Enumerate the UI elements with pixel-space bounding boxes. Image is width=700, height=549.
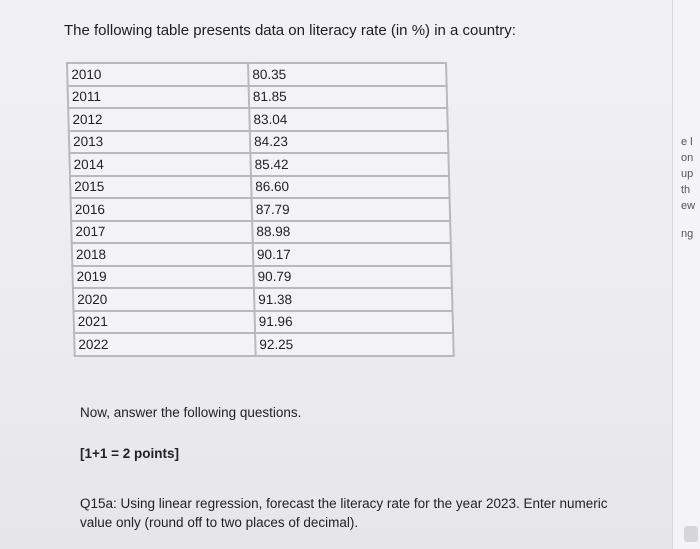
rate-cell: 85.42 [250,153,449,176]
points-label: [1+1 = 2 points] [80,446,180,461]
question-text: Q15a: Using linear regression, forecast the literacy rate for the year 2023. Enter numeric value only (round off to two places of decimal). [80,496,608,530]
rate-cell: 84.23 [250,131,449,154]
literacy-table-container [66,62,455,357]
rate-cell: 91.38 [254,288,453,311]
table-row [74,311,454,334]
rate-cell: 83.04 [249,108,448,131]
rate-cell: 88.98 [252,221,451,244]
rate-cell: 87.79 [252,198,451,221]
table-row [68,86,448,109]
corner-page-icon[interactable] [684,526,698,542]
table-row [73,288,453,311]
table-row [68,108,448,131]
literacy-rate-table [66,62,455,357]
table-row [69,153,449,176]
table-row [69,131,449,154]
table-row [72,243,452,266]
side-fragment: e l [681,136,693,148]
rate-cell: 91.96 [255,311,454,334]
year-cell: 2022 [74,333,256,356]
year-cell: 2017 [71,221,253,244]
side-fragment: on [681,152,694,164]
rate-cell: 81.85 [249,86,448,109]
year-cell: 2014 [69,153,251,176]
rate-cell: 80.35 [248,63,447,86]
rate-cell: 90.17 [253,243,452,266]
table-row [71,198,451,221]
year-cell: 2016 [71,198,253,221]
table-row [71,221,451,244]
rate-cell: 86.60 [251,176,450,199]
page-heading: The following table presents data on literacy rate (in %) in a country: [64,22,516,39]
table-row [67,63,447,86]
year-cell: 2015 [70,176,252,199]
adjacent-page-strip [672,0,700,549]
year-cell: 2019 [72,266,254,289]
side-fragment: ng [681,228,694,240]
table-row [70,176,450,199]
table-row [74,333,454,356]
side-fragment: up [681,168,694,180]
year-cell: 2010 [67,63,249,86]
year-cell: 2013 [69,131,251,154]
year-cell: 2012 [68,108,250,131]
year-cell: 2021 [74,311,256,334]
table-row [72,266,452,289]
rate-cell: 90.79 [253,266,452,289]
year-cell: 2018 [72,243,254,266]
side-fragment: th [681,184,691,196]
instruction-text: Now, answer the following questions. [80,405,302,420]
side-fragment: ew [681,200,696,212]
rate-cell: 92.25 [255,333,454,356]
year-cell: 2011 [68,86,250,109]
year-cell: 2020 [73,288,255,311]
